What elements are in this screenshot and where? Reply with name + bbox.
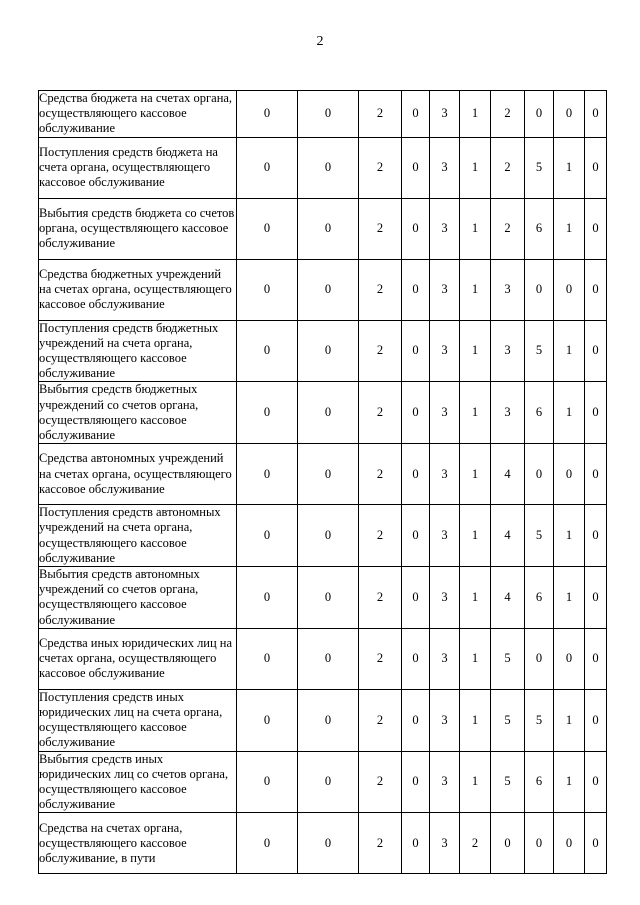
code-digit: 0 <box>585 444 607 505</box>
code-digit: 0 <box>298 567 359 629</box>
code-digit: 0 <box>525 813 554 874</box>
code-digit: 6 <box>525 198 554 259</box>
code-digit: 6 <box>525 751 554 813</box>
code-digit: 0 <box>237 198 298 259</box>
account-name: Средства на счетах органа, осуществляющего кассовое обслуживание, в пути <box>39 813 237 874</box>
code-digit: 0 <box>402 505 430 567</box>
code-digit: 1 <box>460 567 491 629</box>
code-digit: 0 <box>298 382 359 444</box>
code-digit: 1 <box>460 91 491 138</box>
code-digit: 5 <box>491 751 525 813</box>
account-name: Поступления средств автономных учреждений на счета органа, осуществляющего кассовое обслуживание <box>39 505 237 567</box>
code-digit: 2 <box>359 259 402 320</box>
code-digit: 1 <box>460 382 491 444</box>
code-digit: 0 <box>298 628 359 689</box>
table-row <box>39 91 607 138</box>
code-digit: 1 <box>460 320 491 382</box>
code-digit: 6 <box>525 382 554 444</box>
code-digit: 2 <box>359 320 402 382</box>
code-digit: 0 <box>237 382 298 444</box>
code-digit: 3 <box>430 567 460 629</box>
table-row <box>39 751 607 813</box>
code-digit: 0 <box>298 444 359 505</box>
code-digit: 0 <box>585 137 607 198</box>
code-digit: 2 <box>359 505 402 567</box>
account-name: Средства иных юридических лиц на счетах органа, осуществляющего кассовое обслуживание <box>39 628 237 689</box>
code-digit: 0 <box>237 259 298 320</box>
code-digit: 3 <box>430 813 460 874</box>
code-digit: 0 <box>237 628 298 689</box>
code-digit: 4 <box>491 444 525 505</box>
code-digit: 0 <box>298 320 359 382</box>
code-digit: 3 <box>430 689 460 751</box>
code-digit: 0 <box>402 628 430 689</box>
code-digit: 2 <box>359 198 402 259</box>
table-row <box>39 505 607 567</box>
code-digit: 1 <box>460 259 491 320</box>
code-digit: 0 <box>298 198 359 259</box>
table-row <box>39 198 607 259</box>
code-digit: 0 <box>237 567 298 629</box>
code-digit: 1 <box>554 198 585 259</box>
code-digit: 0 <box>298 505 359 567</box>
code-digit: 0 <box>298 259 359 320</box>
code-digit: 2 <box>359 91 402 138</box>
code-digit: 0 <box>237 813 298 874</box>
code-digit: 1 <box>460 198 491 259</box>
code-digit: 2 <box>359 628 402 689</box>
code-digit: 0 <box>525 628 554 689</box>
table-row <box>39 320 607 382</box>
table-row <box>39 813 607 874</box>
code-digit: 4 <box>491 567 525 629</box>
code-digit: 0 <box>402 382 430 444</box>
code-digit: 0 <box>402 198 430 259</box>
code-digit: 3 <box>430 137 460 198</box>
code-digit: 0 <box>237 137 298 198</box>
code-digit: 0 <box>585 628 607 689</box>
code-digit: 1 <box>554 382 585 444</box>
code-digit: 4 <box>491 505 525 567</box>
code-digit: 0 <box>585 382 607 444</box>
code-digit: 0 <box>298 751 359 813</box>
code-digit: 5 <box>491 628 525 689</box>
code-digit: 2 <box>359 813 402 874</box>
code-digit: 2 <box>359 382 402 444</box>
code-digit: 2 <box>359 137 402 198</box>
code-digit: 1 <box>554 320 585 382</box>
code-digit: 2 <box>491 198 525 259</box>
code-digit: 1 <box>554 567 585 629</box>
table-row <box>39 689 607 751</box>
code-digit: 0 <box>237 320 298 382</box>
account-name: Выбытия средств иных юридических лиц со счетов органа, осуществляющего кассовое обслуживание <box>39 751 237 813</box>
code-digit: 0 <box>585 567 607 629</box>
code-digit: 0 <box>237 751 298 813</box>
code-digit: 1 <box>554 505 585 567</box>
code-digit: 0 <box>491 813 525 874</box>
code-digit: 1 <box>554 137 585 198</box>
code-digit: 2 <box>359 567 402 629</box>
accounts-table <box>38 90 607 874</box>
code-digit: 3 <box>430 505 460 567</box>
code-digit: 0 <box>554 259 585 320</box>
code-digit: 2 <box>359 689 402 751</box>
code-digit: 0 <box>298 813 359 874</box>
code-digit: 3 <box>491 320 525 382</box>
code-digit: 0 <box>554 91 585 138</box>
code-digit: 5 <box>491 689 525 751</box>
code-digit: 0 <box>585 91 607 138</box>
account-name: Выбытия средств бюджетных учреждений со счетов органа, осуществляющего кассовое обслуживание <box>39 382 237 444</box>
table-row <box>39 259 607 320</box>
code-digit: 3 <box>430 444 460 505</box>
code-digit: 0 <box>402 689 430 751</box>
code-digit: 1 <box>460 444 491 505</box>
code-digit: 0 <box>554 813 585 874</box>
code-digit: 0 <box>298 689 359 751</box>
code-digit: 0 <box>585 689 607 751</box>
code-digit: 0 <box>554 628 585 689</box>
code-digit: 0 <box>402 751 430 813</box>
code-digit: 2 <box>491 91 525 138</box>
code-digit: 0 <box>402 91 430 138</box>
code-digit: 0 <box>237 444 298 505</box>
code-digit: 0 <box>402 320 430 382</box>
table-row <box>39 382 607 444</box>
account-name: Поступления средств иных юридических лиц на счета органа, осуществляющего кассовое обслуживание <box>39 689 237 751</box>
code-digit: 0 <box>298 137 359 198</box>
code-digit: 0 <box>402 137 430 198</box>
account-name: Выбытия средств бюджета со счетов органа, осуществляющего кассовое обслуживание <box>39 198 237 259</box>
code-digit: 0 <box>554 444 585 505</box>
code-digit: 1 <box>460 751 491 813</box>
code-digit: 1 <box>460 689 491 751</box>
table-row <box>39 628 607 689</box>
code-digit: 0 <box>525 259 554 320</box>
code-digit: 0 <box>402 567 430 629</box>
code-digit: 0 <box>237 505 298 567</box>
code-digit: 3 <box>430 382 460 444</box>
code-digit: 3 <box>430 198 460 259</box>
code-digit: 0 <box>585 813 607 874</box>
code-digit: 5 <box>525 320 554 382</box>
code-digit: 3 <box>430 751 460 813</box>
code-digit: 5 <box>525 505 554 567</box>
code-digit: 2 <box>460 813 491 874</box>
account-name: Поступления средств бюджета на счета органа, осуществляющего кассовое обслуживание <box>39 137 237 198</box>
code-digit: 3 <box>430 259 460 320</box>
code-digit: 2 <box>359 751 402 813</box>
page-number: 2 <box>316 34 324 49</box>
table-row <box>39 567 607 629</box>
code-digit: 1 <box>554 751 585 813</box>
code-digit: 1 <box>460 505 491 567</box>
code-digit: 0 <box>402 444 430 505</box>
code-digit: 0 <box>585 505 607 567</box>
code-digit: 0 <box>402 259 430 320</box>
code-digit: 0 <box>585 198 607 259</box>
code-digit: 5 <box>525 689 554 751</box>
code-digit: 2 <box>359 444 402 505</box>
code-digit: 5 <box>525 137 554 198</box>
code-digit: 1 <box>460 628 491 689</box>
code-digit: 0 <box>525 91 554 138</box>
account-name: Выбытия средств автономных учреждений со счетов органа, осуществляющего кассовое обслуживание <box>39 567 237 629</box>
code-digit: 2 <box>491 137 525 198</box>
account-name: Средства автономных учреждений на счетах органа, осуществляющего кассовое обслуживание <box>39 444 237 505</box>
code-digit: 1 <box>554 689 585 751</box>
code-digit: 1 <box>460 137 491 198</box>
code-digit: 3 <box>430 628 460 689</box>
code-digit: 0 <box>585 320 607 382</box>
code-digit: 0 <box>237 91 298 138</box>
code-digit: 0 <box>585 751 607 813</box>
code-digit: 3 <box>430 91 460 138</box>
table-row <box>39 444 607 505</box>
code-digit: 0 <box>298 91 359 138</box>
code-digit: 0 <box>237 689 298 751</box>
code-digit: 3 <box>491 259 525 320</box>
code-digit: 3 <box>430 320 460 382</box>
code-digit: 0 <box>585 259 607 320</box>
table-row <box>39 137 607 198</box>
account-name: Средства бюджетных учреждений на счетах органа, осуществляющего кассовое обслуживание <box>39 259 237 320</box>
code-digit: 6 <box>525 567 554 629</box>
account-name: Средства бюджета на счетах органа, осуществляющего кассовое обслуживание <box>39 91 237 138</box>
code-digit: 0 <box>525 444 554 505</box>
code-digit: 3 <box>491 382 525 444</box>
code-digit: 0 <box>402 813 430 874</box>
account-name: Поступления средств бюджетных учреждений на счета органа, осуществляющего кассовое обслуживание <box>39 320 237 382</box>
